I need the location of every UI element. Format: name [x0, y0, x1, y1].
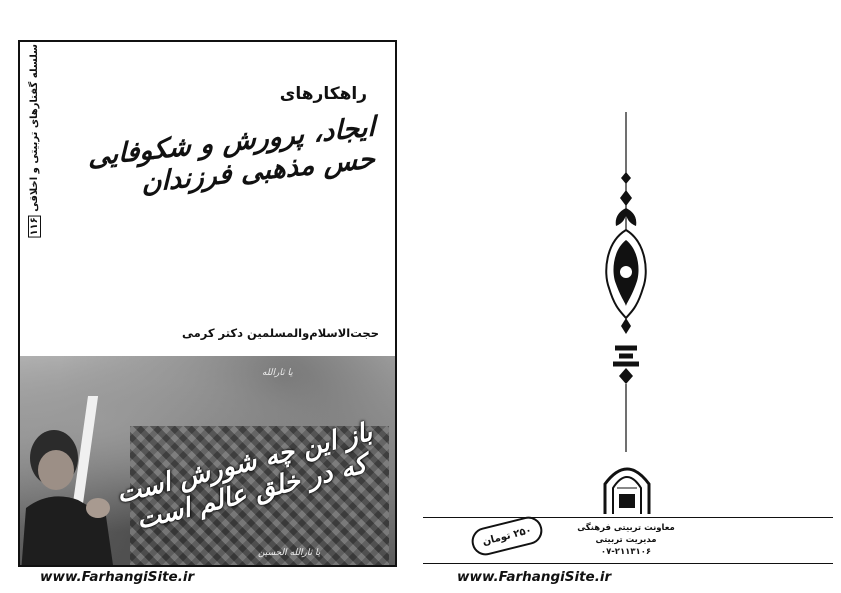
cover-author: حجت‌الاسلام‌والمسلمین دکتر کرمی — [181, 326, 379, 340]
divider-top — [423, 517, 833, 518]
series-text: سلسله گفتارهای تربیتی و اخلاقی — [28, 44, 40, 212]
divider-bottom — [423, 563, 833, 564]
website-link-right[interactable]: www.FarhangiSite.ir — [457, 569, 612, 585]
emblem-icon — [601, 458, 653, 514]
publisher-phone: ۰۷-۲۱۱۳۱۰۶ — [600, 547, 652, 557]
calligraphy-small-bottom: یا ثارالله الحسین — [258, 548, 321, 558]
website-link-left[interactable]: www.FarhangiSite.ir — [40, 569, 195, 585]
publisher-info — [551, 522, 701, 558]
price-text: ۲۵۰ تومان — [481, 524, 533, 548]
series-number: ۱۱۶ — [28, 217, 40, 236]
cover-verse: باز این چه شورش است که در خلق عالم است — [113, 417, 376, 536]
cover-subtitle: راهکارهای — [279, 84, 367, 104]
series-label — [22, 44, 46, 244]
calligraphy-small-top: یا ثارالله — [262, 368, 293, 378]
price-badge — [469, 514, 546, 559]
ornament-icon — [601, 112, 651, 452]
child-figure — [20, 396, 160, 565]
back-cover — [423, 40, 833, 567]
cover-title: ایجاد، پرورش و شکوفایی حس مذهبی فرزندان — [88, 111, 375, 200]
cover-photo — [20, 356, 395, 565]
front-cover — [18, 40, 397, 567]
publisher-line1: معاونت تربیتی فرهنگی — [577, 523, 675, 533]
publisher-line2: مدیریت تربیتی — [595, 535, 657, 545]
